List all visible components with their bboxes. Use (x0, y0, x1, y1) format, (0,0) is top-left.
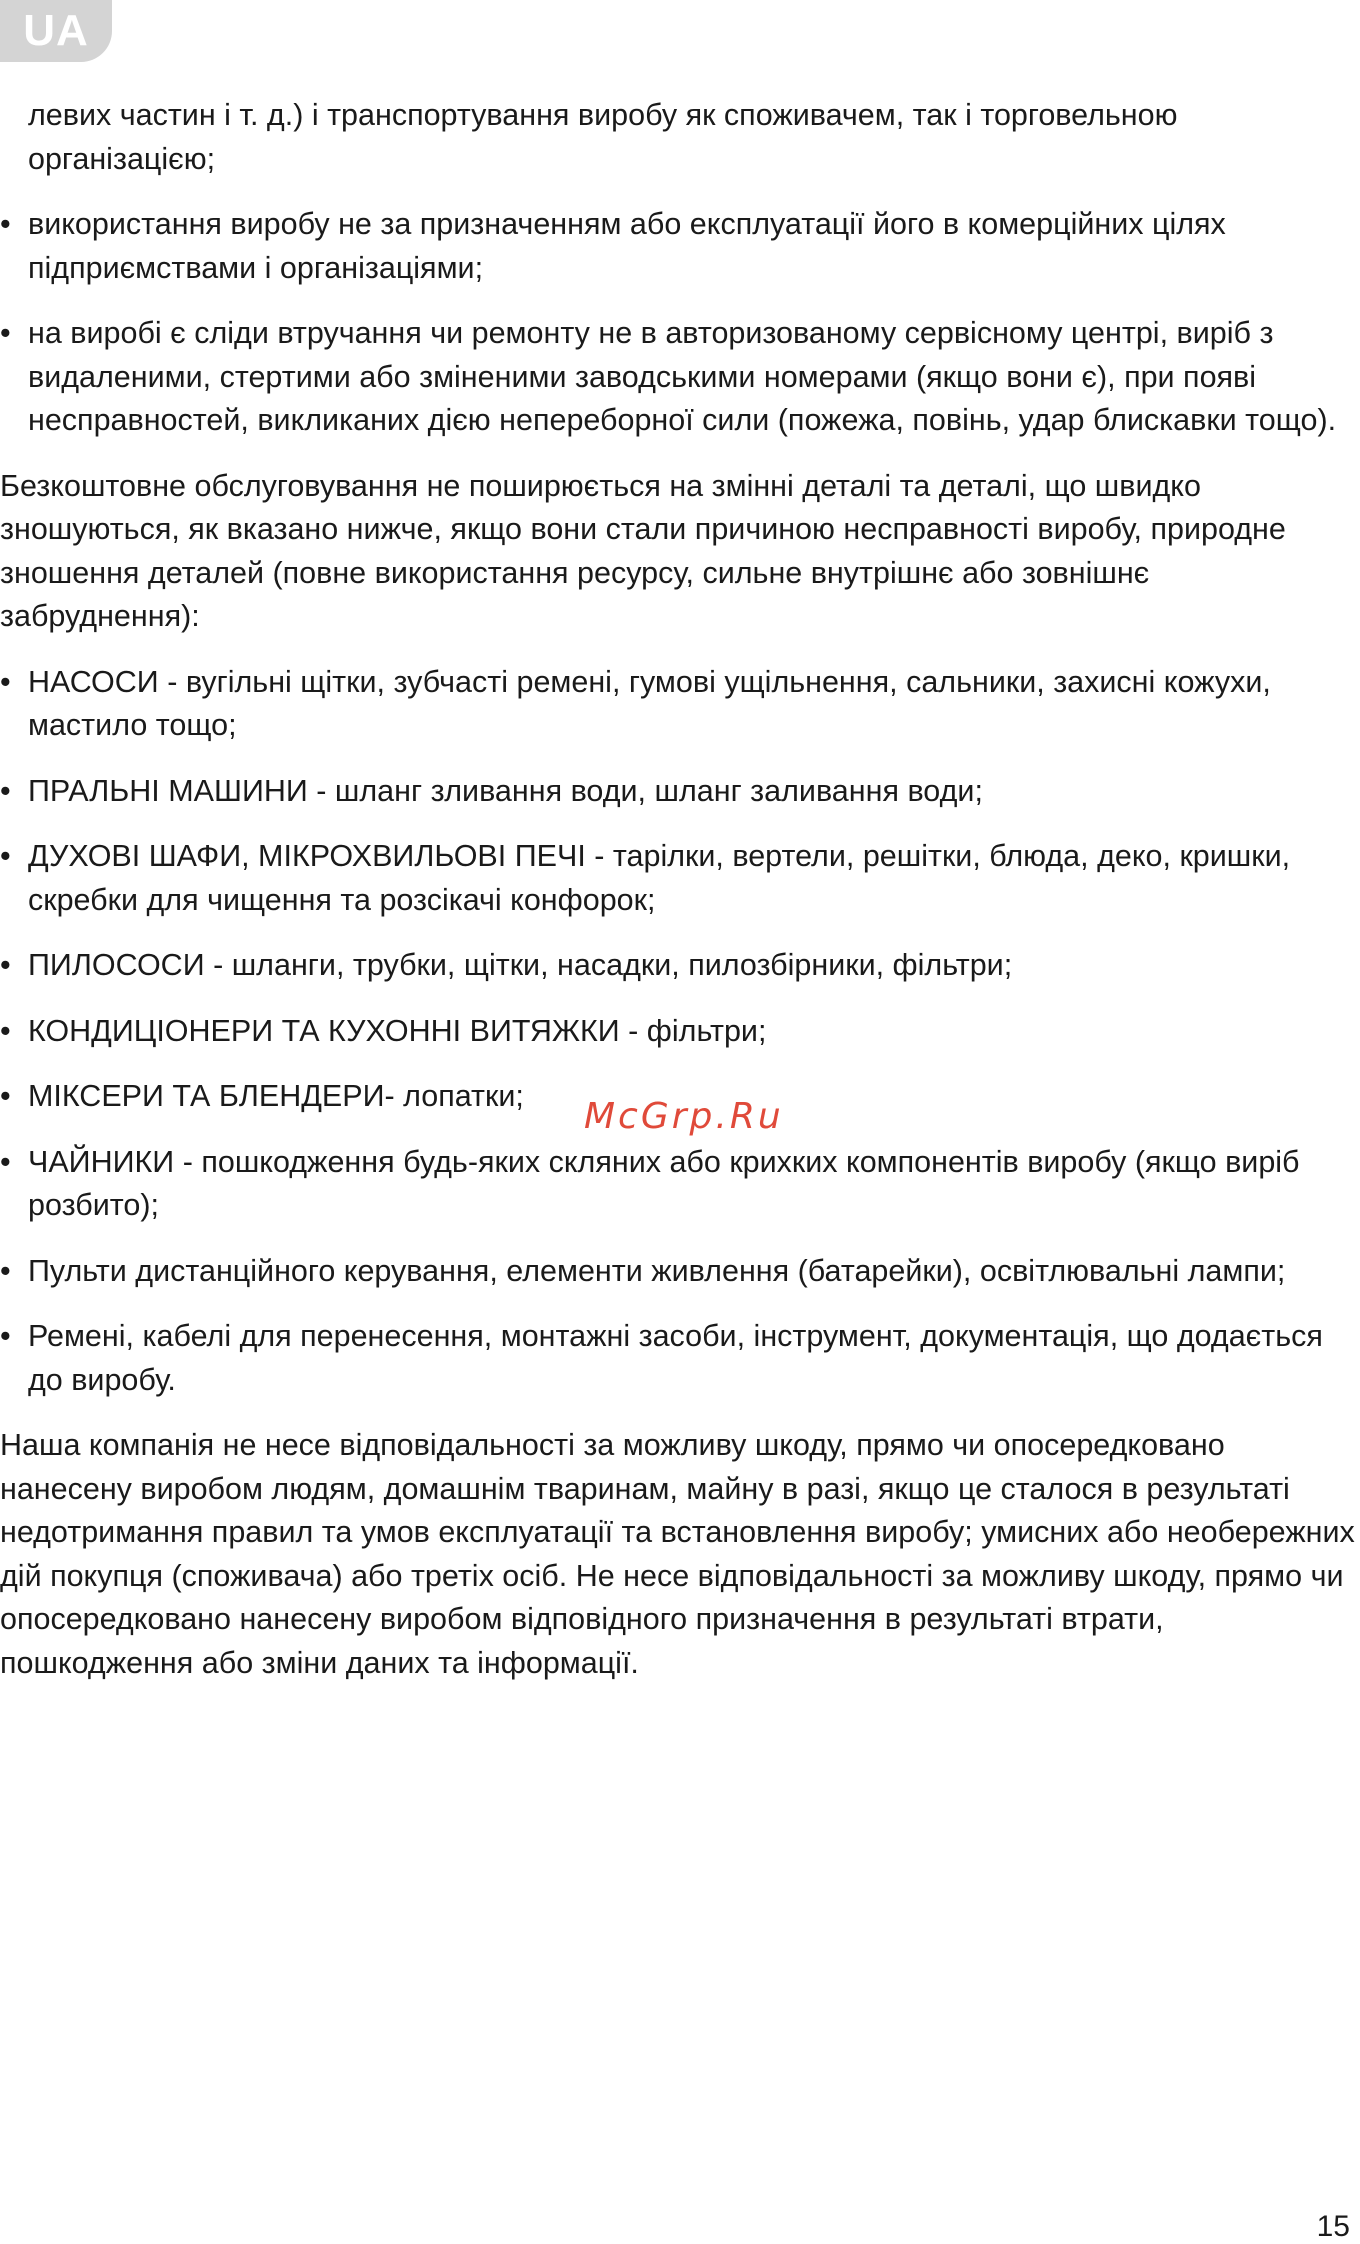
list-item-text: Ремені, кабелі для перенесення, монтажні засоби, інструмент, документація, що додається до виробу. (28, 1319, 1323, 1397)
bullet-icon: • (0, 207, 11, 241)
liability-paragraph: Наша компанія не несе відповідальності за можливу шкоду, прямо чи опосередковано нанесену виробом людям, домашнім тваринам, майну в разі, якщо це сталося в результаті недотримання правил та умов експлуатації та встановлення виробу; умисних або необережних дій покупця (споживача) або третіх осіб. Не несе відповідальності за можливу шкоду, прямо чи опосередковано нанесену виробом відповідного призначення в результаті втрати, пошкодження або зміни даних та інформації. (0, 1428, 1355, 1680)
list-item (0, 944, 1355, 988)
bullet-icon: • (0, 1013, 11, 1048)
list-item-text: КОНДИЦІОНЕРИ ТА КУХОННІ ВИТЯЖКИ - фільтри; (28, 1013, 767, 1048)
language-badge-label: UA (23, 6, 89, 55)
free-service-paragraph: Безкоштовне обслуговування не поширюється на змінні деталі та деталі, що швидко зношуються, як вказано нижче, якщо вони стали причиною несправності виробу, природне зношення деталей (повне використання ресурсу, сильне внутрішнє або зовнішнє забруднення): (0, 468, 1286, 633)
bullet-icon: • (0, 773, 11, 808)
list-item-text: НАСОСИ - вугільні щітки, зубчасті ремені, гумові ущільнення, сальники, захисні кожухи, мастило тощо; (28, 664, 1271, 742)
list-item (0, 661, 1355, 748)
list-item-text: ДУХОВІ ШАФИ, МІКРОХВИЛЬОВІ ПЕЧІ - тарілки, вертели, решітки, блюда, деко, кришки, скребки для чищення та розсікачі конфорок; (28, 839, 1291, 917)
list-item (0, 1010, 1355, 1054)
bullet-icon: • (0, 948, 11, 982)
page-number: 15 (1316, 2210, 1350, 2243)
list-item-text: ПРАЛЬНІ МАШИНИ - шланг зливання води, шланг заливання води; (28, 773, 983, 808)
language-badge (0, 0, 112, 62)
list-item (0, 1315, 1355, 1402)
list-item (0, 1250, 1355, 1294)
list-item (0, 203, 1355, 290)
document-body (0, 94, 1355, 1685)
bullet-icon: • (0, 316, 11, 350)
bullet-icon: • (0, 664, 11, 699)
list-item-text: використання виробу не за призначенням або експлуатації його в комерційних цілях підприємствами і організаціями; (28, 207, 1226, 285)
list-item-text: на виробі є сліди втручання чи ремонту не в авторизованому сервісному центрі, виріб з видаленими, стертими або зміненими заводськими номерами (якщо вони є), при появі несправностей, викликаних дією непереборної сили (пожежа, повінь, удар блискавки тощо). (28, 316, 1337, 437)
bullet-icon: • (0, 839, 11, 873)
list-item-text: Пульти дистанційного керування, елементи живлення (батарейки), освітлювальні лампи; (28, 1253, 1286, 1288)
list-item (0, 1141, 1355, 1228)
bullet-icon: • (0, 1319, 11, 1353)
list-item-text: ПИЛОСОСИ - шланги, трубки, щітки, насадки, пилозбірники, фільтри; (28, 948, 1013, 982)
list-item-text: МІКСЕРИ ТА БЛЕНДЕРИ- лопатки; (28, 1079, 524, 1113)
list-item (0, 835, 1355, 922)
watermark: McGrp.Ru (584, 1096, 784, 1137)
list-item-text: ЧАЙНИКИ - пошкодження будь-яких скляних або крихких компонентів виробу (якщо виріб розбито); (28, 1144, 1300, 1222)
continuation-text: левих частин і т. д.) і транспортування виробу як споживачем, так і торговельною організацією; (28, 98, 1178, 176)
bullet-icon: • (0, 1144, 11, 1179)
list-item (0, 770, 1355, 814)
bullet-icon: • (0, 1253, 11, 1288)
list-item (0, 312, 1355, 443)
bullet-icon: • (0, 1079, 11, 1113)
